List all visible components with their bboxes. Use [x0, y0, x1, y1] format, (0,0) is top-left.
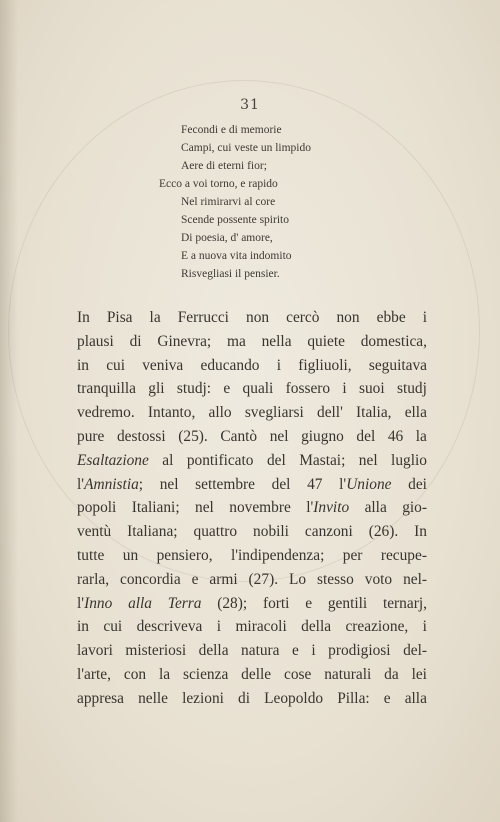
word: novembre — [229, 499, 291, 517]
poem-line: E a nuova vita indomito — [181, 250, 292, 262]
word: i — [216, 618, 222, 636]
word: dei — [408, 475, 427, 493]
text-line — [77, 330, 427, 354]
word: ella — [404, 404, 427, 422]
word: nel — [358, 451, 378, 469]
word: popoli — [77, 499, 117, 517]
word: Esaltazione — [77, 451, 149, 469]
word: descriveva — [136, 618, 203, 636]
word: nelle — [138, 689, 168, 707]
word: nel- — [403, 570, 427, 588]
text-line — [77, 354, 427, 378]
word: da — [384, 665, 399, 683]
word: nel — [195, 499, 214, 517]
word: cui — [106, 356, 126, 374]
word: non — [336, 309, 360, 326]
word: naturali — [324, 665, 372, 683]
word: seguitava — [368, 356, 427, 374]
word: l'indipendenza; — [230, 546, 325, 564]
word: fossero — [285, 380, 331, 398]
text-line — [77, 377, 427, 401]
word: (26). — [368, 523, 399, 541]
word: della — [301, 618, 332, 636]
word: veniva — [142, 356, 184, 374]
word: quali — [242, 380, 274, 398]
text-line — [77, 425, 427, 449]
word: l'Amnistia; — [77, 475, 144, 493]
text-line — [77, 639, 427, 663]
word: appresa — [77, 689, 124, 707]
word: nella — [261, 332, 292, 350]
word: Ferrucci — [177, 309, 229, 326]
word: l'arte, — [77, 665, 111, 683]
page-gutter-shadow — [0, 0, 18, 822]
word: in — [77, 618, 89, 636]
word: e — [383, 689, 391, 707]
text-line — [77, 592, 427, 616]
word: ventù — [77, 523, 112, 541]
word: studj — [396, 380, 427, 398]
word: stesso — [317, 570, 354, 588]
poem-line: Campi, cui veste un limpido — [181, 142, 311, 154]
word: gio- — [402, 499, 427, 517]
word: i — [342, 380, 347, 398]
word: Mastai; — [299, 451, 346, 469]
word: (25). — [178, 427, 208, 445]
word: luglio — [391, 451, 427, 469]
word: alla — [364, 499, 387, 517]
word: prodigiosi — [328, 642, 391, 660]
word: Italia, — [356, 404, 392, 422]
word: Pilla: — [337, 689, 370, 707]
word: tranquilla — [77, 380, 136, 398]
word: canzoni — [304, 523, 353, 541]
word: voto — [364, 570, 393, 588]
word: delle — [241, 665, 272, 683]
word: la — [158, 665, 171, 683]
word: cercò — [286, 309, 320, 326]
text-line — [77, 663, 427, 687]
word: i — [276, 356, 281, 374]
word: cose — [283, 665, 312, 683]
word: ebbe — [376, 309, 406, 326]
word: al — [162, 451, 174, 469]
word: di — [238, 689, 251, 707]
word: e — [305, 594, 313, 612]
word: del — [271, 475, 291, 493]
word: figliuoli, — [298, 356, 352, 374]
poem-line: Risvegliasi il pensier. — [181, 268, 280, 280]
word: di — [129, 332, 142, 350]
word: un — [122, 546, 139, 564]
word: nobili — [253, 523, 289, 541]
text-line — [77, 449, 427, 473]
word: rarla, — [77, 570, 110, 588]
word: In — [77, 309, 90, 326]
word: 46 — [387, 427, 404, 445]
word: misteriosi — [125, 642, 187, 660]
word: cui — [103, 618, 123, 636]
poem-line: Di poesia, d' amore, — [181, 232, 273, 244]
word: dell' — [317, 404, 343, 422]
word: pure — [77, 427, 105, 445]
word: del- — [403, 642, 427, 660]
word: Leopoldo — [264, 689, 324, 707]
word: armi — [209, 570, 238, 588]
word: (28); — [217, 594, 248, 612]
word: allo — [208, 404, 232, 422]
word: la — [149, 309, 161, 326]
word: nel — [269, 427, 289, 445]
word: educando — [200, 356, 260, 374]
word: e — [292, 642, 299, 660]
word: suoi — [359, 380, 385, 398]
poem-line: Aere di eterni fior; — [181, 160, 267, 172]
word: giugno — [301, 427, 344, 445]
word: Lo — [288, 570, 307, 588]
word: recupe- — [380, 546, 427, 564]
word: i — [422, 309, 427, 326]
text-line — [77, 401, 427, 425]
word: miracoli — [235, 618, 287, 636]
text-line — [77, 306, 427, 330]
word: domestica, — [360, 332, 427, 350]
word: forti — [262, 594, 290, 612]
word: studj: — [176, 380, 212, 398]
word: alla — [404, 689, 427, 707]
word: (27). — [248, 570, 279, 588]
poem-line: Nel rimirarvi al core — [181, 196, 276, 208]
word: settembre — [195, 475, 255, 493]
word: ternarj, — [382, 594, 427, 612]
word: non — [246, 309, 270, 326]
word: creazione, — [345, 618, 409, 636]
word: l'Invito — [306, 499, 350, 517]
word: quattro — [193, 523, 238, 541]
word: scienza — [182, 665, 229, 683]
word: lezioni — [182, 689, 224, 707]
word: plausi — [77, 332, 114, 350]
word: natura — [241, 642, 280, 660]
word: lei — [411, 665, 427, 683]
word: pensiero, — [156, 546, 213, 564]
word: e — [191, 570, 199, 588]
word: gentili — [327, 594, 368, 612]
word: i — [422, 618, 427, 636]
poem-line: Scende possente spirito — [181, 214, 289, 226]
word: In — [414, 523, 427, 541]
word: gli — [148, 380, 165, 398]
poem-line: Ecco a voi torno, e rapido — [159, 178, 278, 190]
word: pontificato — [186, 451, 254, 469]
page-number: 31 — [240, 97, 260, 113]
word: Italiani; — [131, 499, 180, 517]
word: del — [356, 427, 376, 445]
text-line — [77, 615, 427, 639]
word: Terra — [167, 594, 202, 612]
text-line — [77, 520, 427, 544]
word: del — [266, 451, 286, 469]
word: alla — [128, 594, 153, 612]
word: della — [198, 642, 229, 660]
word: concordia — [119, 570, 181, 588]
prose-paragraph — [77, 306, 427, 711]
word: quiete — [307, 332, 345, 350]
word: tutte — [77, 546, 105, 564]
word: l'Unione — [339, 475, 392, 493]
text-line — [77, 496, 427, 520]
word: Ginevra; — [157, 332, 212, 350]
text-line — [77, 687, 427, 711]
word: i — [311, 642, 316, 660]
word: ma — [227, 332, 246, 350]
word: e — [223, 380, 231, 398]
word: per — [342, 546, 363, 564]
word: con — [123, 665, 147, 683]
word: la — [415, 427, 427, 445]
word: svegliarsi — [244, 404, 304, 422]
word: Cantò — [220, 427, 258, 445]
word: Italiana; — [127, 523, 178, 541]
text-line — [77, 473, 427, 497]
word: nel — [159, 475, 179, 493]
word: destossi — [116, 427, 166, 445]
word: vedremo. — [77, 404, 135, 422]
text-line — [77, 568, 427, 592]
word: l'Inno — [77, 594, 113, 612]
text-line — [77, 544, 427, 568]
word: Intanto, — [147, 404, 196, 422]
poem-line: Fecondi e di memorie — [181, 124, 282, 136]
word: in — [77, 356, 89, 374]
word: Pisa — [106, 309, 133, 326]
word: 47 — [307, 475, 323, 493]
word: lavori — [77, 642, 113, 660]
